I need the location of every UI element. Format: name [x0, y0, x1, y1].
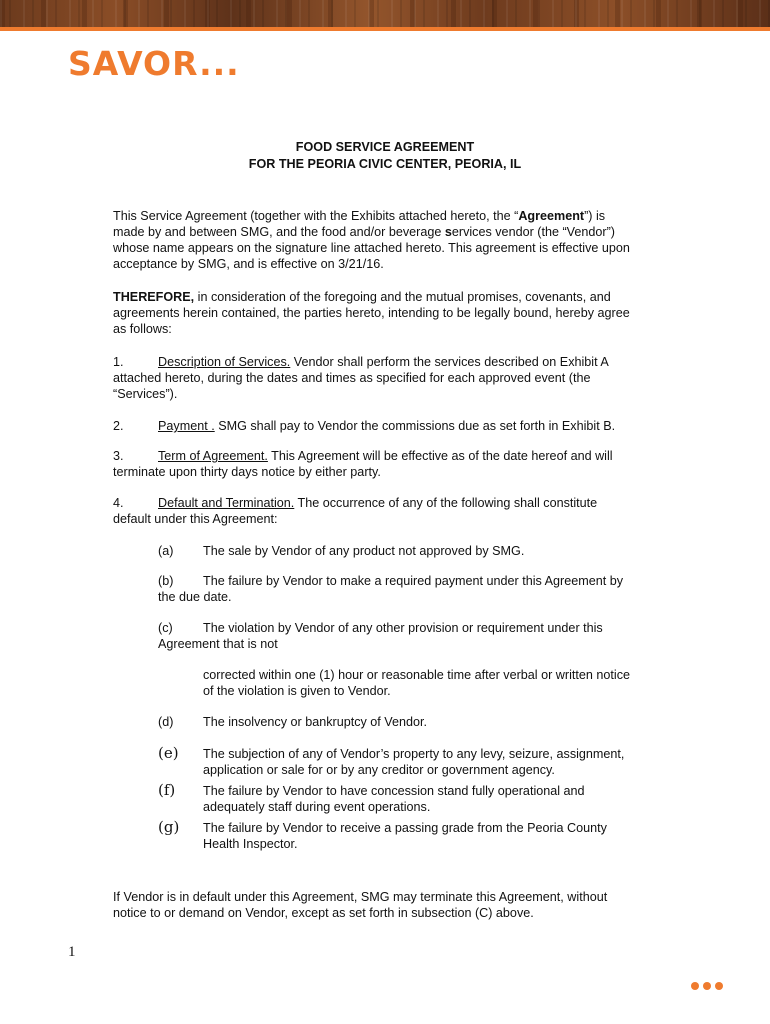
section-3: 3. Term of Agreement. This Agreement will be effective as of the date hereof and will terminate upon thirty days notice by either party. — [113, 449, 613, 479]
section-2: 2. Payment . SMG shall pay to Vendor the commissions due as set forth in Exhibit B. — [113, 419, 616, 433]
default-item-b: (b) The failure by Vendor to make a required payment under this Agreement by the due date. — [158, 574, 624, 604]
default-item-a: (a) The sale by Vendor of any product not approved by SMG. — [158, 544, 525, 558]
wood-banner — [0, 0, 770, 27]
document-title: FOOD SERVICE AGREEMENT — [295, 140, 475, 154]
accent-stripe — [0, 27, 770, 31]
section-1: 1. Description of Services. Vendor shall perform the services described on Exhibit A attached hereto, during the dates and times as specified for each approved event (the “Services”). — [113, 355, 609, 401]
savor-logo: SAVOR... — [68, 44, 240, 83]
default-item-c-continued: corrected within one (1) hour or reasonable time after verbal or written notice of the violation is given to Vendor. — [203, 668, 630, 698]
default-item-d: (d) The insolvency or bankruptcy of Vendor. — [158, 715, 428, 729]
section-4: 4. Default and Termination. The occurrence of any of the following shall constitute default under this Agreement: — [113, 496, 598, 526]
intro-paragraph: This Service Agreement (together with the Exhibits attached hereto, the “Agreement”) is made by and between SMG, and the food and/or beverage services vendor (the “Vendor”) whose name appears on the signature line attached hereto. This agreement is effective upon acceptance by SMG, and is effective on 3/21/16. — [113, 209, 630, 271]
therefore-paragraph: THEREFORE, in consideration of the foregoing and the mutual promises, covenants, and agreements herein contained, the parties hereto, intending to be legally bound, hereby agree as follows: — [113, 290, 630, 336]
default-item-c: (c) The violation by Vendor of any other provision or requirement under this Agreement that is not — [158, 621, 603, 651]
page-number: 1 — [68, 944, 76, 960]
document-subtitle: FOR THE PEORIA CIVIC CENTER, PEORIA, IL — [248, 157, 522, 171]
closing-paragraph: If Vendor is in default under this Agreement, SMG may terminate this Agreement, without notice to or demand on Vendor, except as set forth in subsection (C) above. — [113, 890, 608, 920]
ellipsis-dots-icon — [691, 978, 727, 994]
